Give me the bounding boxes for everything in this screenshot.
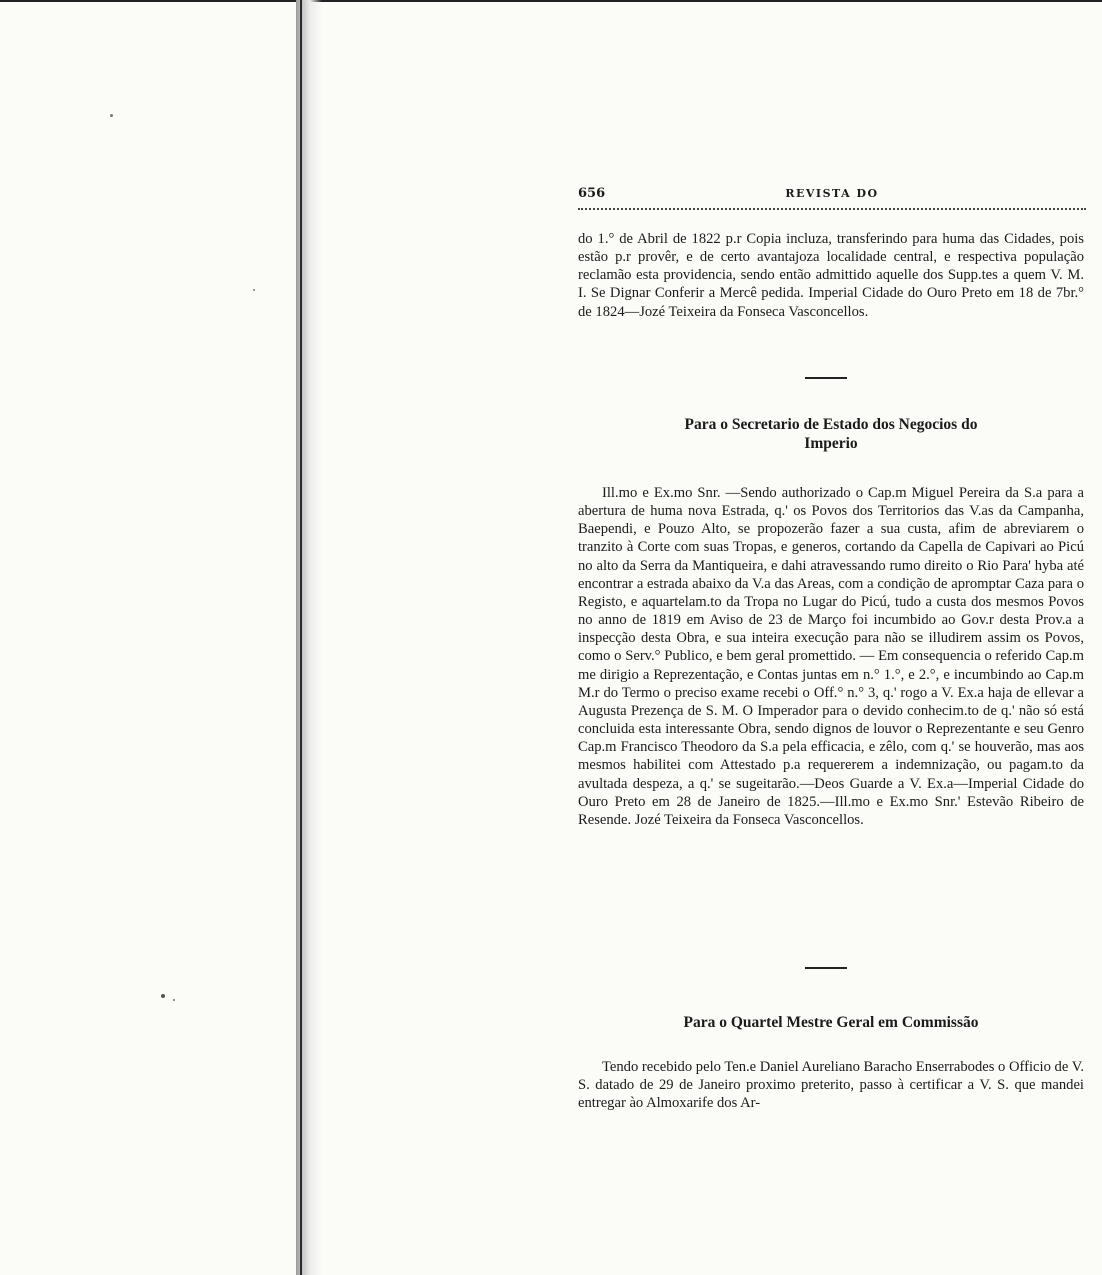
running-header xyxy=(578,186,1086,204)
section-divider xyxy=(805,967,847,969)
book-spine-line xyxy=(300,0,302,1275)
paper-speck xyxy=(161,994,165,998)
paper-speck xyxy=(253,289,255,291)
section-title-line: Imperio xyxy=(804,435,858,452)
section-title-secretario xyxy=(578,415,1084,453)
book-page xyxy=(578,0,1086,1275)
paragraph-continuation: do 1.° de Abril de 1822 p.r Copia incluza, transferindo para huma das Cidades, pois estão p.r provêr, e de certo avantajoza localidade central, e respectiva população reclamão esta providencia, sendo então admittido aquelle dos Supp.tes a quem V. M. I. Se Dignar Conferir a Mercê pedida. Imperial Cidade do Ouro Preto em 18 de 7br.° de 1824—Jozé Teixeira da Fonseca Vasconcellos. xyxy=(578,231,1084,320)
running-header-title: REVISTA DO xyxy=(785,187,879,200)
section-title-line: Para o Secretario de Estado dos Negocios do xyxy=(684,416,978,433)
page-number: 656 xyxy=(578,186,606,201)
section-title-quartel-mestre: Para o Quartel Mestre Geral em Commissão xyxy=(683,1014,979,1031)
paper-speck xyxy=(110,114,113,117)
paragraph-letter-quartel-mestre: Tendo recebido pelo Ten.e Daniel Aureliano Baracho Enserrabodes o Officio de V. S. datado de 29 de Janeiro proximo preterito, passo à certificar a V. S. que mandei entregar ào Almoxarife dos Ar- xyxy=(578,1059,1084,1112)
header-rule xyxy=(578,208,1086,210)
paragraph-letter-secretario: Ill.mo e Ex.mo Snr. —Sendo authorizado o Cap.m Miguel Pereira da S.a para a abertura de huma nova Estrada, q.' os Povos dos Territorios das V.as da Campanha, Baependi, e Pouzo Alto, se propozerão fazer a sua custa, afim de abreviarem o tranzito à Corte com suas Tropas, e generos, cortando da Capella de Capivari ao Picú no alto da Serra da Mantiqueira, e dahi atravessando rumo direito o Rio Para' hyba até encontrar a estrada abaixo da V.a das Areas, com a condição de apromptar Caza para o Registo, e aquartelam.to da Tropa no Lugar do Picú, tudo a custa dos mesmos Povos no anno de 1819 em Aviso de 23 de Março foi incumbido ao Gov.r desta Prov.a a inspecção desta Obra, e sua inteira execução para não se illudirem assim os Povos, como o Serv.° Publico, e bem geral promettido. — Em consequencia o referido Cap.m me dirigio a Reprezentação, e Contas juntas em n.° 1.°, e 2.°, e incumbindo ao Cap.m M.r do Termo o preciso exame recebi o Off.° n.° 3, q.' rogo a V. Ex.a haja de ellevar a Augusta Prezença de S. M. O Imperador para o devido conhecim.to de q.' não só está concluida esta interessante Obra, sendo dignos de louvor o Reprezentante e seu Genro Cap.m Francisco Theodoro da S.a pela efficacia, e zêlo, com q.' se houverão, mas aos mesmos habilitei com Attestado p.a requererem a indemnização, ou pagam.to da avultada despeza, a q.' se sugeitarão.—Deos Guarde a V. Ex.a—Imperial Cidade do Ouro Preto em 28 de Janeiro de 1825.—Ill.mo e Ex.mo Snr.' Estevão Ribeiro de Resende. Jozé Teixeira da Fonseca Vasconcellos. xyxy=(578,485,1084,828)
section-divider xyxy=(805,377,847,379)
paper-speck xyxy=(173,999,175,1001)
